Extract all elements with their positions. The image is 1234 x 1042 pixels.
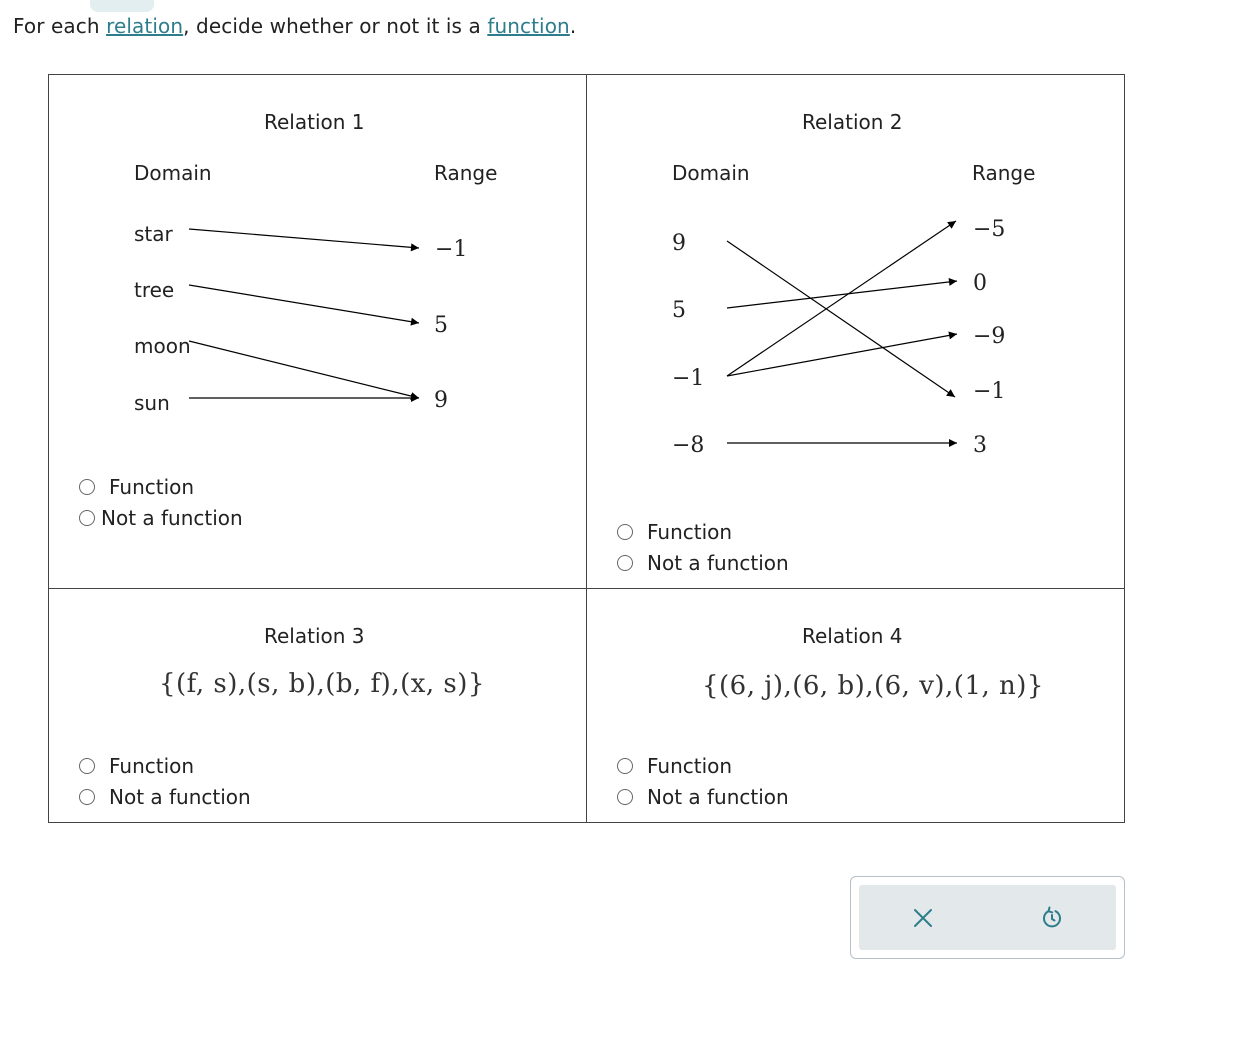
relation-1-domain-item: star <box>134 222 173 246</box>
relation-1-domain-header: Domain <box>134 161 212 185</box>
relation-2-range-header: Range <box>972 161 1036 185</box>
relations-grid <box>48 74 1125 823</box>
relation-1-range-header: Range <box>434 161 498 185</box>
relation-4-option-function[interactable] <box>617 754 732 778</box>
mapping-arrow <box>727 241 955 397</box>
relation-1-range-item: −1 <box>435 237 468 262</box>
relation-4-option-not-function[interactable] <box>617 785 789 809</box>
relation-3-ordered-pairs: {(f, s),(s, b),(b, f),(x, s)} <box>159 669 485 699</box>
clear-button[interactable] <box>907 902 939 934</box>
answer-controls-bar <box>859 885 1116 950</box>
relation-4-ordered-pairs: {(6, j),(6, b),(6, v),(1, n)} <box>702 671 1044 701</box>
radio-button[interactable] <box>617 555 633 571</box>
close-icon <box>912 907 934 929</box>
relation-2-domain-header: Domain <box>672 161 750 185</box>
relation-1-domain-item: moon <box>134 334 191 358</box>
relation-2-option-function[interactable] <box>617 520 732 544</box>
option-label[interactable]: Not a function <box>647 551 789 575</box>
relation-2-range-item: −1 <box>973 379 1006 404</box>
relation-1-domain-item: tree <box>134 278 175 302</box>
option-label[interactable]: Not a function <box>109 785 251 809</box>
relation-1-option-not-function[interactable] <box>79 506 243 530</box>
relation-4-cell <box>587 589 1124 822</box>
relation-4-title: Relation 4 <box>802 624 903 648</box>
mapping-arrow <box>727 281 957 308</box>
relation-1-cell <box>49 75 587 589</box>
relation-link[interactable]: relation <box>106 14 184 38</box>
relation-1-range-item: 9 <box>434 388 448 413</box>
undo-icon <box>1040 906 1064 930</box>
option-label[interactable]: Not a function <box>101 506 243 530</box>
relation-3-cell <box>49 589 587 822</box>
relation-3-option-function[interactable] <box>79 754 194 778</box>
instructions: For each relation, decide whether or not it is a function. <box>13 14 577 38</box>
answer-controls-panel <box>850 876 1125 959</box>
relation-2-range-item: 3 <box>973 433 987 458</box>
relation-2-domain-item: −1 <box>672 366 705 391</box>
mapping-arrow <box>189 285 419 323</box>
relation-2-option-not-function[interactable] <box>617 551 789 575</box>
relation-1-range-item: 5 <box>434 313 448 338</box>
mapping-arrow <box>189 341 419 398</box>
option-label[interactable]: Not a function <box>647 785 789 809</box>
mapping-arrow <box>189 229 419 248</box>
radio-button[interactable] <box>617 789 633 805</box>
radio-button[interactable] <box>79 510 95 526</box>
relation-2-mapping-diagram <box>587 75 1124 589</box>
option-label[interactable]: Function <box>647 520 733 544</box>
relation-2-range-item: −5 <box>973 217 1006 242</box>
relation-3-option-not-function[interactable] <box>79 785 251 809</box>
relation-3-title: Relation 3 <box>264 624 365 648</box>
radio-button[interactable] <box>617 524 633 540</box>
relation-2-cell <box>587 75 1124 589</box>
relation-2-domain-item: −8 <box>672 433 705 458</box>
option-label[interactable]: Function <box>109 475 195 499</box>
relation-2-domain-item: 5 <box>672 298 686 323</box>
relation-2-domain-item: 9 <box>672 231 686 256</box>
option-label[interactable]: Function <box>647 754 733 778</box>
relation-1-option-function[interactable] <box>79 475 194 499</box>
relation-2-title: Relation 2 <box>802 110 903 134</box>
mapping-arrow <box>727 221 956 376</box>
relation-2-range-item: 0 <box>973 271 987 296</box>
mapping-arrow <box>727 334 957 376</box>
radio-button[interactable] <box>79 758 95 774</box>
relation-1-domain-item: sun <box>134 391 170 415</box>
option-label[interactable]: Function <box>109 754 195 778</box>
radio-button[interactable] <box>617 758 633 774</box>
function-link[interactable]: function <box>487 14 570 38</box>
relation-2-range-item: −9 <box>973 324 1006 349</box>
radio-button[interactable] <box>79 789 95 805</box>
relation-1-title: Relation 1 <box>264 110 365 134</box>
reset-button[interactable] <box>1036 902 1068 934</box>
top-tab-decoration <box>90 0 154 12</box>
radio-button[interactable] <box>79 479 95 495</box>
